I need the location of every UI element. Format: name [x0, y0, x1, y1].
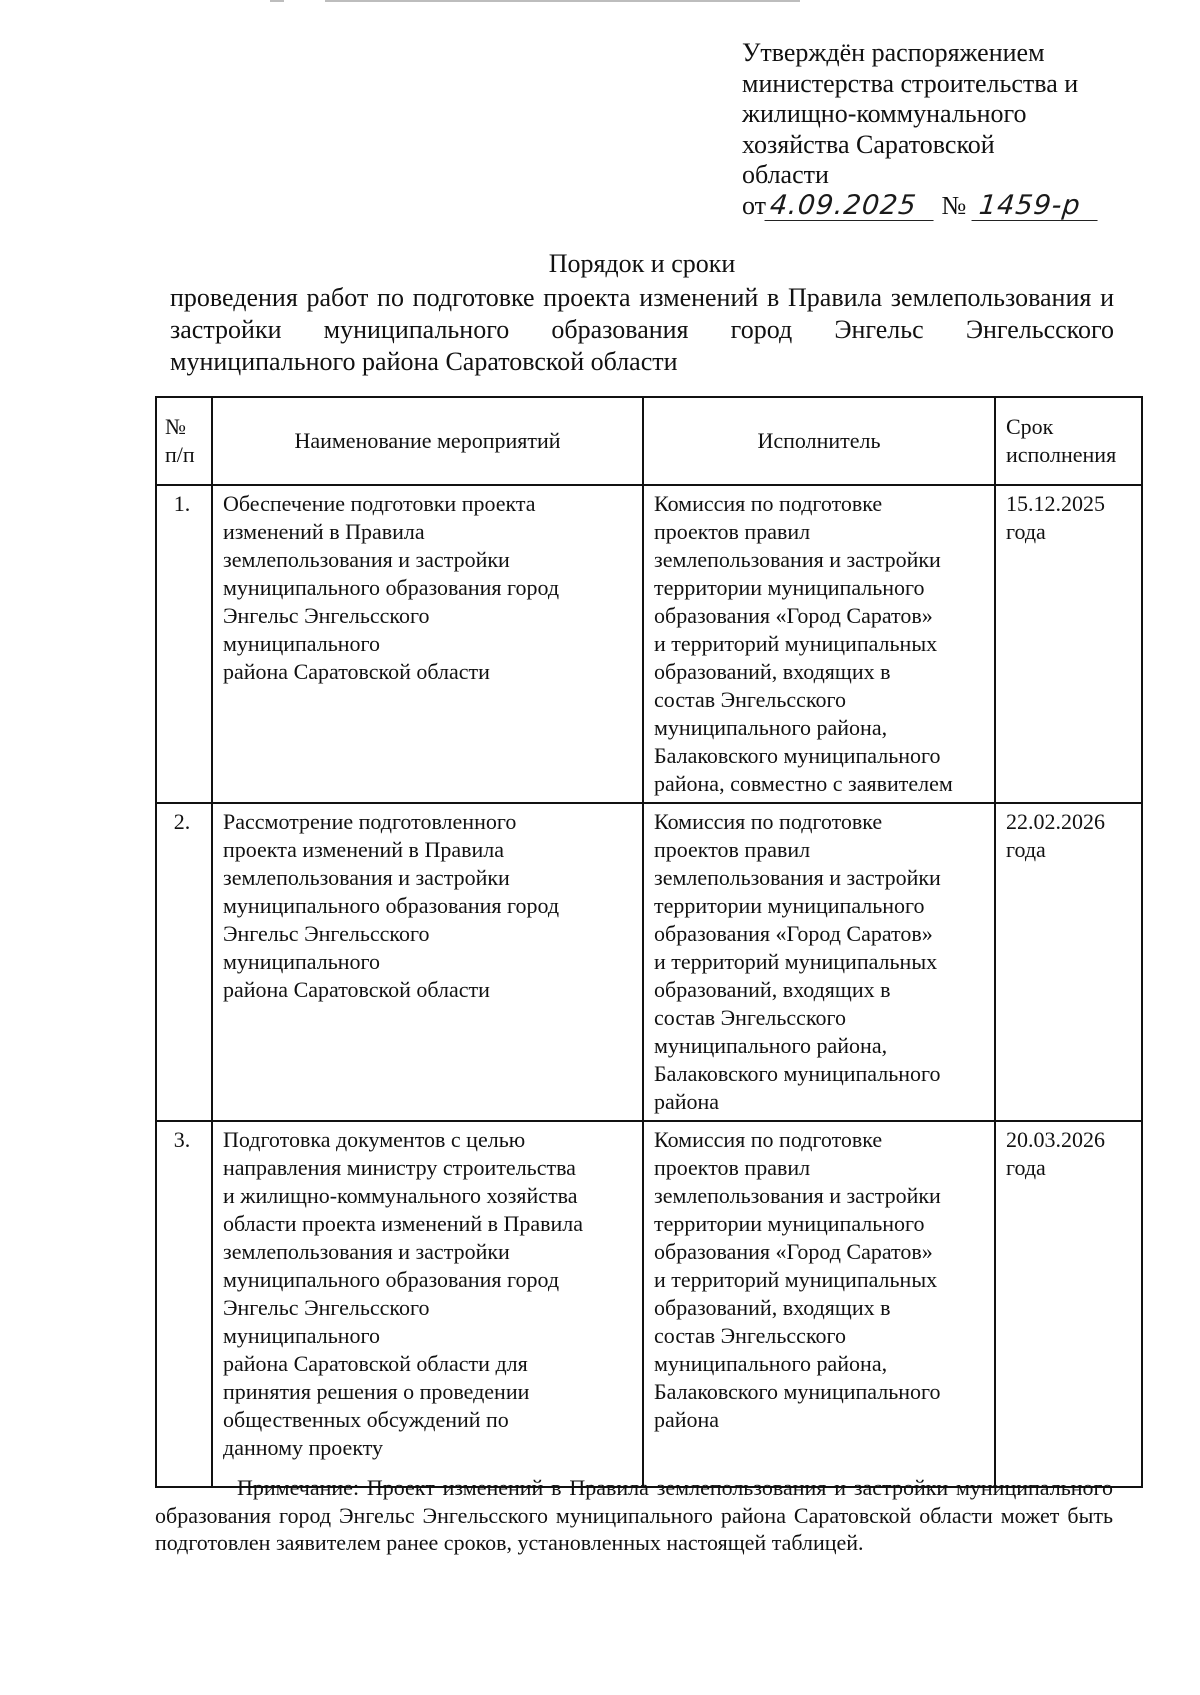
row-number: 2. — [173, 809, 191, 834]
approval-date-number-row — [742, 191, 1162, 222]
row-executor: Комиссия по подготовке проектов правил землепользования и застройки территории муниципального образования «Город Саратов» и территорий муниципальных образований, входящих в состав Энгельсского муниципального района, Балаковского муниципального района, совместно с заявителем — [654, 491, 953, 796]
row-deadline: 20.03.2026 года — [1006, 1127, 1105, 1180]
cell-name — [212, 803, 643, 1121]
handwritten-number: 1459-р — [971, 192, 1100, 221]
handwritten-date: 4.09.2025 — [765, 192, 937, 221]
cell-name — [212, 485, 643, 803]
cell-executor — [643, 803, 995, 1121]
header-name — [212, 397, 643, 485]
cell-executor — [643, 1121, 995, 1487]
cell-deadline — [995, 1121, 1142, 1487]
header-deadline-label: Срок исполнения — [1006, 414, 1117, 467]
cell-deadline — [995, 803, 1142, 1121]
row-executor: Комиссия по подготовке проектов правил землепользования и застройки территории муниципального образования «Город Саратов» и территорий муниципальных образований, входящих в состав Энгельсского муниципального района, Балаковского муниципального района — [654, 1127, 941, 1432]
number-prefix: № — [941, 190, 967, 220]
row-number: 1. — [173, 491, 191, 516]
approval-line: области — [742, 160, 829, 189]
approval-line: Утверждён распоряжением — [742, 38, 1045, 67]
table-row — [156, 803, 1142, 1121]
from-prefix: от — [742, 190, 767, 220]
row-executor: Комиссия по подготовке проектов правил землепользования и застройки территории муниципального образования «Город Саратов» и территорий муниципальных образований, входящих в состав Энгельсского муниципального района, Балаковского муниципального района — [654, 809, 941, 1114]
schedule-table — [155, 396, 1143, 1488]
approval-stamp-block — [742, 38, 1162, 221]
scan-artifact-line — [325, 0, 800, 2]
table-header-row — [156, 397, 1142, 485]
cell-num — [156, 1121, 212, 1487]
header-deadline — [995, 397, 1142, 485]
row-deadline: 15.12.2025 года — [1006, 491, 1105, 544]
row-activity: Подготовка документов с целью направления министру строительства и жилищно-коммунального хозяйства области проекта изменений в Правила землепользования и застройки муниципального образования город Энгельс Энгельсского муниципального района Саратовской области для принятия решения о проведении общественных обсуждений по данному проекту — [223, 1127, 584, 1460]
footnote: Примечание: Проект изменений в Правила землепользования и застройки муниципального образования город Энгельс Энгельсского муниципального района Саратовской области может быть подготовлен заявителем ранее сроков, установленных настоящей таблицей. — [155, 1475, 1113, 1555]
approval-line: хозяйства Саратовской — [742, 129, 995, 159]
title-body: проведения работ по подготовке проекта изменений в Правила землепользования и застройки муниципального образования город Энгельс Энгельсского муниципального района Саратовской области — [170, 283, 1114, 376]
table-row — [156, 1121, 1142, 1487]
row-activity: Рассмотрение подготовленного проекта изменений в Правила землепользования и застройки муниципального образования город Энгельс Энгельсского муниципального района Саратовской области — [223, 809, 560, 1002]
header-num — [156, 397, 212, 485]
document-title — [170, 248, 1114, 378]
cell-deadline — [995, 485, 1142, 803]
header-executor — [643, 397, 995, 485]
approval-line: министерства строительства и — [742, 68, 1079, 98]
row-activity: Обеспечение подготовки проекта изменений в Правила землепользования и застройки муниципального образования город Энгельс Энгельсского муниципального района Саратовской области — [223, 491, 560, 684]
table-row — [156, 485, 1142, 803]
cell-num — [156, 803, 212, 1121]
approval-line: жилищно-коммунального — [742, 99, 1027, 128]
cell-name — [212, 1121, 643, 1487]
header-executor-label: Исполнитель — [757, 428, 881, 453]
cell-num — [156, 485, 212, 803]
cell-executor — [643, 485, 995, 803]
header-num-label: № п/п — [165, 414, 195, 467]
scan-artifact-line — [270, 0, 284, 2]
row-number: 3. — [173, 1127, 191, 1152]
header-name-label: Наименование мероприятий — [294, 428, 561, 453]
row-deadline: 22.02.2026 года — [1006, 809, 1105, 862]
title-heading: Порядок и сроки — [548, 249, 736, 278]
